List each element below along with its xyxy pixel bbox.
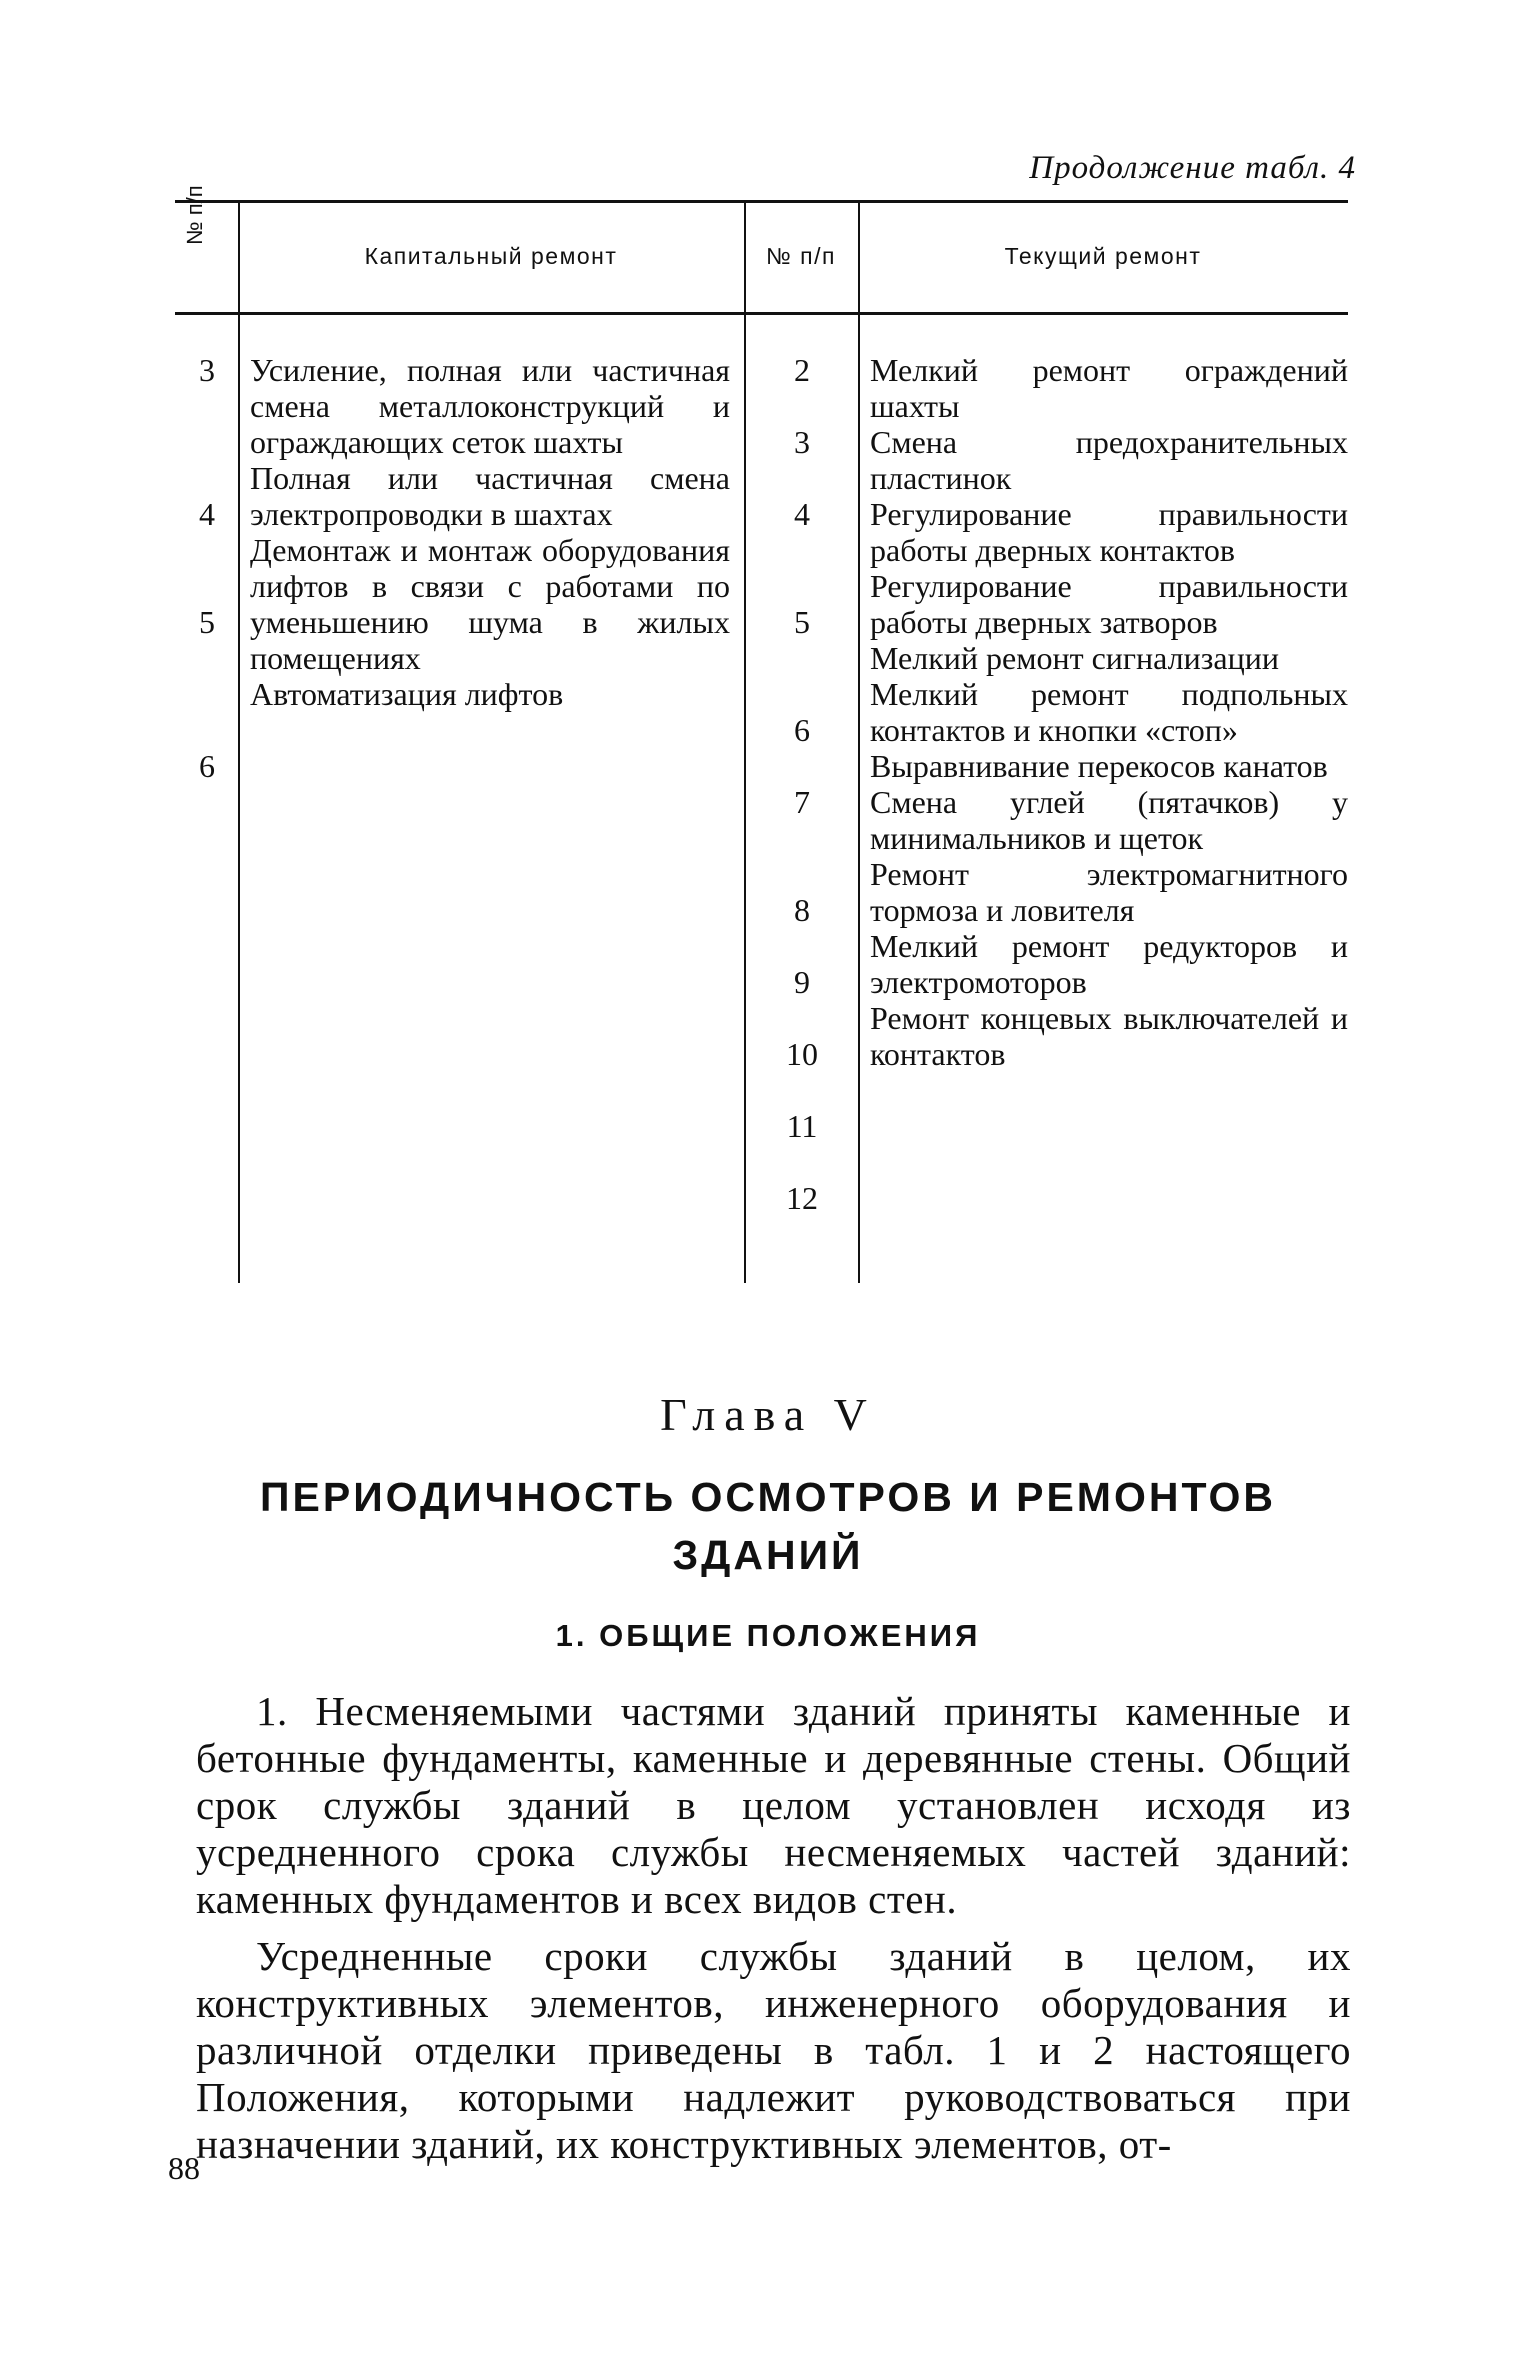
capital-repair-item: Полная или частичная смена электропроводки в шахтах [250, 460, 730, 532]
current-row-number: 2 [794, 352, 810, 388]
chapter-title [0, 1468, 1536, 1584]
current-repair-item: Ремонт электромагнитного тормоза и ловителя [870, 856, 1348, 928]
capital-repair-item: Автоматизация лифтов [250, 676, 564, 712]
capital-row-number: 5 [199, 604, 215, 640]
column-divider [238, 200, 240, 1283]
header-num-right: № п/п [766, 243, 836, 269]
current-repair-item: Выравнивание перекосов канатов [870, 748, 1328, 784]
current-repair-item: Смена предохранительных пластинок [870, 424, 1348, 496]
current-row-number: 5 [794, 604, 810, 640]
column-divider [858, 200, 860, 1283]
header-capital-repair: Капитальный ремонт [364, 243, 618, 269]
section-title: 1. ОБЩИЕ ПОЛОЖЕНИЯ [555, 1618, 981, 1653]
current-repair-item: Ремонт концевых выключателей и контактов [870, 1000, 1348, 1072]
current-repair-item: Мелкий ремонт подпольных контактов и кнопки «стоп» [870, 676, 1348, 748]
column-divider [744, 200, 746, 1283]
current-repair-item: Мелкий ремонт сигнализации [870, 640, 1279, 676]
header-num-left: № п/п [182, 185, 207, 245]
body-text [196, 1688, 1351, 2178]
current-row-number: 9 [794, 964, 810, 1000]
current-row-number: 7 [794, 784, 810, 820]
table-header-rule [175, 312, 1348, 315]
current-repair-column [870, 352, 1348, 1072]
table-top-rule [175, 200, 1348, 203]
current-row-number: 8 [794, 892, 810, 928]
chapter-label: Глава V [660, 1389, 876, 1440]
current-repair-item: Регулирование правильности работы дверных контактов [870, 496, 1348, 568]
current-repair-item: Регулирование правильности работы дверных затворов [870, 568, 1348, 640]
current-row-number: 10 [786, 1036, 818, 1072]
page-number: 88 [168, 2150, 200, 2186]
current-number-column [752, 352, 852, 1252]
current-repair-item: Мелкий ремонт редукторов и электромоторов [870, 928, 1348, 1000]
header-current-repair: Текущий ремонт [1004, 243, 1202, 269]
capital-repair-column [250, 352, 730, 712]
current-row-number: 4 [794, 496, 810, 532]
capital-repair-item: Усиление, полная или частичная смена металлоконструкций и ограждающих сеток шахты [250, 352, 730, 460]
chapter-title-line: ПЕРИОДИЧНОСТЬ ОСМОТРОВ И РЕМОНТОВ [260, 1474, 1276, 1520]
current-repair-item: Смена углей (пятачков) у минимальников и щеток [870, 784, 1348, 856]
capital-row-number: 3 [199, 352, 215, 388]
capital-row-number: 6 [199, 748, 215, 784]
capital-row-number: 4 [199, 496, 215, 532]
current-row-number: 3 [794, 424, 810, 460]
current-row-number: 6 [794, 712, 810, 748]
capital-number-column [182, 352, 232, 784]
current-repair-item: Мелкий ремонт ограждений шахты [870, 352, 1348, 424]
table-continuation-caption: Продолжение табл. 4 [1029, 150, 1356, 186]
chapter-title-line: ЗДАНИЙ [672, 1532, 864, 1578]
current-row-number: 12 [786, 1180, 818, 1216]
capital-repair-item: Демонтаж и монтаж оборудования лифтов в связи с работами по уменьшению шума в жилых помещениях [250, 532, 730, 676]
current-row-number: 11 [786, 1108, 818, 1144]
paragraph: Усредненные сроки службы зданий в целом, их конструктивных элементов, инженерного оборудования и различной отделки приведены в табл. 1 и 2 настоящего Положения, которыми надлежит руководствоваться при назначении зданий, их конструктивных элементов, от- [196, 1933, 1351, 2167]
paragraph: 1. Несменяемыми частями зданий приняты каменные и бетонные фундаменты, каменные и деревянные стены. Общий срок службы зданий в целом установлен исходя из усредненного срока службы несменяемых частей зданий: каменных фундаментов и всех видов стен. [196, 1688, 1351, 1922]
